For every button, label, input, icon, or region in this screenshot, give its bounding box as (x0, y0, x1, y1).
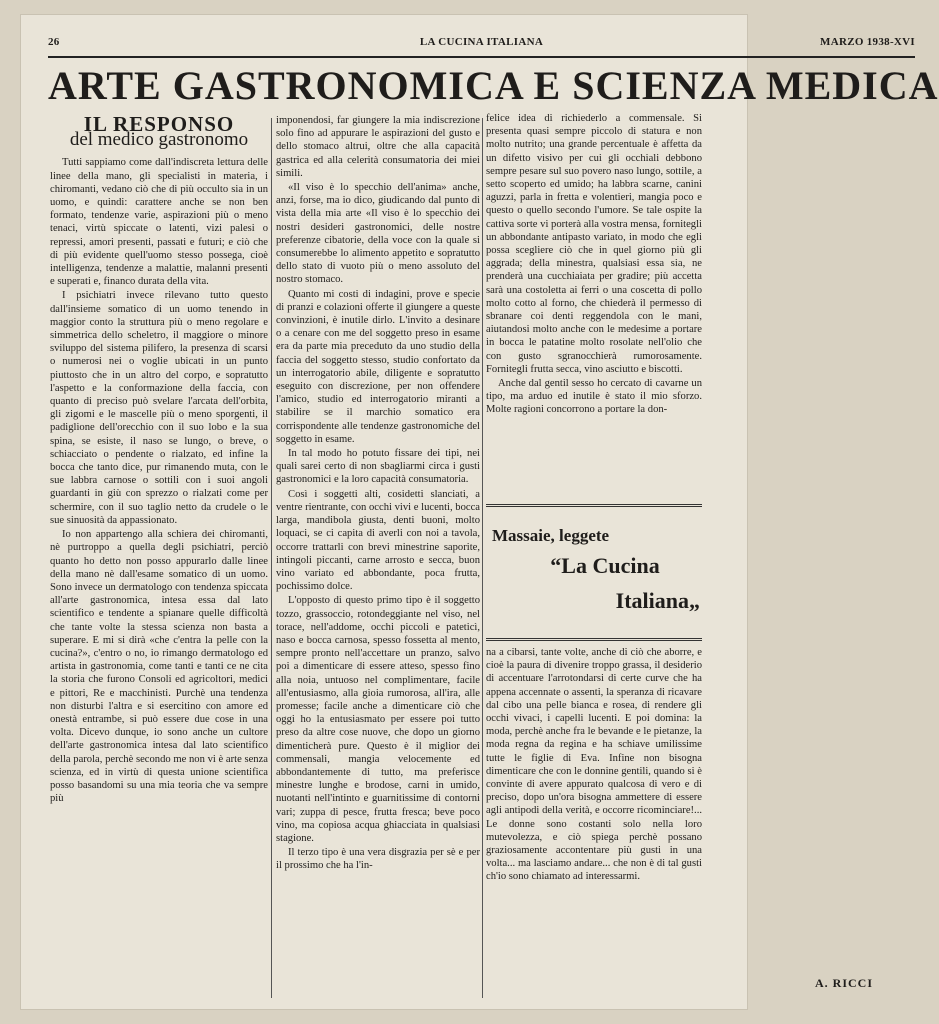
promo-box-bottom-rule (486, 638, 702, 641)
paragraph: I psichiatri invece rilevano tutto questo dall'insieme somatico di un uomo tenendo in maggior conto la struttura più o meno regolare e simmetrica dello scheletro, il maggiore o minore sviluppo del sistema pilifero, la presenza di scarsi o numerosi nei o voglie ubicati in un punto piuttosto che in un altro del corpo, e sopratutto l'aspetto e la conformazione della faccia, con quanto di preciso può svelare l'arcata dell'orbita, gli zigomi e le mascelle più o meno sporgenti, il padiglione dell'orecchio con il suo lobo e la sua spina, se esiste, il naso se lungo, o breve, o schiacciato o pendente o rialzato, ed infine la bocca che tanto dice, pur rimanendo muta, con le sue labbra carnose o sottili con i suoi angoli guardanti in giù con sprezzo o rialzati come per schermire, con il suo taglio netto da crudele o le sue sinuosità da appassionato. (50, 290, 268, 526)
article-title: ARTE GASTRONOMICA E SCIENZA MEDICA (48, 63, 939, 108)
author-signature: A. RICCI (814, 976, 873, 990)
paragraph: In tal modo ho potuto fissare dei tipi, nei quali sarei certo di non sbagliarmi circa i gusti gastronomici e la loro capacità consumatoria. (276, 448, 480, 486)
paragraph: «Il viso è lo specchio dell'anima» anche, anzi, forse, ma io dico, giudicando dal punto di vista della mia arte «Il viso è lo specchio dei nostri desideri gastronomici, delle nostre preferenze cibatorie, della voce con la quale si consumerebbe lo alimento appetito e sopratutto dello stato di vuoto più o meno assoluto del nostro stomaco. (276, 182, 480, 286)
paragraph: Quanto mi costi di indagini, prove e specie di pranzi e colazioni offerte il giungere a queste convinzioni, è inutile dirlo. L'invito a desinare o a cenare con me del soggetto preso in esame era da parte mia preceduto da uno studio della faccia del soggetto stesso, studio confortato da un interrogatorio abile, diligente e sopratutto eseguito con discrezione, per non offendere l'amico, studio ed interrogatorio miranti a stabilire se il marchio somatico era corrispondente alle tendenze gastronomiche del soggetto in esame. (276, 288, 480, 445)
issue-date: MARZO 1938-XVI (820, 36, 915, 48)
paragraph: Il terzo tipo è una vera disgrazia per sè e per il prossimo che ha l'in- (276, 847, 480, 872)
magazine-name: LA CUCINA ITALIANA (419, 36, 544, 48)
paragraph: Così i soggetti alti, cosidetti slanciati, a ventre rientrante, con occhi vivi e lucenti, bocca larga, mandibola giusta, denti buoni, molto loquaci, se ci capita di averli con noi a tavola, occorre trattarli con brevi minestrine saporite, intingoli piccanti, carne arrosto e secca, buon vino variato ed abbondante, poca frutta, pochissimo dolce. (276, 488, 480, 593)
column-1 (50, 112, 268, 1002)
article-subtitle: IL RESPONSO (83, 112, 235, 136)
paragraph: Anche dal gentil sesso ho cercato di cavarne un tipo, ma arduo ed inutile è stato il mio sforzo. Molte ragioni concorrono a portare la don- (486, 378, 702, 416)
promo-box-top-rule (486, 504, 702, 507)
paragraph: felice idea di richiederlo a commensale. Si presenta quasi sempre piccolo di statura e non molto nutrito; una grande percentuale è affetta da un difetto visivo per cui gli occhiali debbono sempre pesare sul suo povero naso lungo, sottile, a setto scoperto ed umido; ha labbra scarne, canini aguzzi, parla in fretta e volentieri, mangia poco e questo o quello secondo l'umore. Se tale ospite la cattiva sorte vi porterà alla vostra mensa, fornitegli un abbondante antipasto variato, in modo che egli possa scegliere ciò che in quel giorno più gli aggrada; della minestra, qualsiasi essa sia, ne prenderà una cucchiaiata per gradire; più accetta sarà una costoletta ai ferri o una coscetta di pollo molto cotto al forno, che chiederà il permesso di sbranare coi denti reggendola con le mani, aiutandosi molto anche con le medesime a portare in bocca le patatine molto rosolate nell'olio che con gusto sgranocchierà rumorosamente. Fornitegli frutta secca, vino asciutto e biscotti. (486, 113, 702, 375)
column-divider (271, 118, 272, 998)
column-2 (276, 114, 480, 1004)
paragraph: Tutti sappiamo come dall'indiscreta lettura delle linee della mano, gli specialisti in materia, i chiromanti, vedano ciò che di più occulto sia in un uomo, e quindi: carattere anche se non ben formato, tendenze varie, aspirazioni più o meno tenaci, virtù spiccate o latenti, vizi palesi o repressi, amori presenti, passati e futuri; e ciò che di più evidente quell'uomo stesso possega, cioè intelligenza, tendenze a malattie, malanni presenti e superati e, financo durata della vita. (50, 157, 268, 288)
header-rule (48, 56, 915, 58)
paragraph: Io non appartengo alla schiera dei chiromanti, nè purtroppo a quella degli psichiatri, perciò quanto ho detto non posso appurarlo dalle linee della mano nè dall'esame somatico di un uomo. Sono invece un dermatologo con tendenza spiccata all'arte gastronomica, intesa essa dal lato scientifico e tendente a spianare quelle difficoltà che tante volte la stessa scienza non basta a superare. E mi si dirà «che c'entra la pelle con la cucina?», c'entro o no, io rimango dermatologo ed artista in gastronomia, come tanti e tanti ce ne cita la storia che furono Consoli ed agricoltori, medici e pittori, Re e macchinisti. Purchè una tendenza non disturbi l'altra e si esercitino con amore ed onestà entrambe, si può essere due cose in una volta. Dicevo dunque, io sono anche un cultore dell'arte gastronomica intesa dal lato scientifico della parola, perchè secondo me non vi è arte senza scienza, ed in virtù di questa unione scientifica posso basandomi su una mia teoria che va sempre più (50, 529, 268, 805)
paragraph: L'opposto di questo primo tipo è il soggetto tozzo, grassoccio, rotondeggiante nel viso, nel torace, nell'addome, occhi piccoli e pateticì, naso e bocca carnosa, spesso fossetta al mento, sempre pronto nell'accettare un pranzo, salvo poi a dimenticare di essere atteso, spesso fino alla noia, untuoso nel complimentare, facile all'entusiasmo, alla gioia rumorosa, all'ira, alle promesse; facile anche a dimenticare ciò che oggi ho la entusiasmato per essere poi tutto preso da altre cose nuove, che dopo un giorno dimenticherà pure. Questo è il miglior dei commensali, mangia velocemente ed abbondantemente di tutto, ma preferisce minestre lunghe e brodose, carni in umido, nuotanti nell'intinto e guarnitissime di contorni vari; zuppa di pesce, frutta fresca; beve poco vino, ma copiosa acqua ghiacciata in qualsiasi stagione. (276, 595, 480, 844)
paragraph: imponendosi, far giungere la mia indiscrezione solo fino ad appurare le aspirazioni del gusto e dello stomaco altrui, oltre che alla capacità gastrica ed alla celerità consumatoria dei miei simili. (276, 115, 480, 179)
paragraph: na a cibarsi, tante volte, anche di ciò che aborre, e cioè la paura di divenire troppo grassa, il desiderio di accentuare l'arrotondarsi di certe curve che ha appena accennate o assenti, la speranza di ricavare dal cibo una pelle bianca e rosea, di rendere gli occhi vivaci, i capelli lucenti. E poi domina: la moda, perchè anche fra le bevande e le pietanze, la moda regna da regina e ha schiave umilissime tutte le figlie di Eva. Infine non bisogna dimenticare che con le donnine gentili, quando si è convinte di avere appurato qualcosa di vero e di preciso, dopo un'ora bisogna ammettere di essere agli antipodi della verità, e occorre ricominciare!... Le donne sono costanti solo nella loro mutevolezza, e ciò spiega perchè possano graziosamente accontentare più gusti in una volta... ma lasciamo andare... che non è di tal gusti ch'io sono chiamato ad interessarmi. (486, 647, 702, 883)
column-divider (482, 118, 483, 998)
page-number: 26 (48, 36, 60, 48)
promo-box-line: Massaie, leggete (492, 526, 610, 545)
column-3-top (486, 112, 702, 494)
promo-box-line: Italiana„ (615, 588, 700, 613)
column-3-bottom (486, 646, 702, 976)
running-header (48, 36, 915, 54)
promo-box-line: “La Cucina (550, 553, 660, 578)
article-subtitle-secondary: del medico gastronomo (69, 129, 249, 151)
